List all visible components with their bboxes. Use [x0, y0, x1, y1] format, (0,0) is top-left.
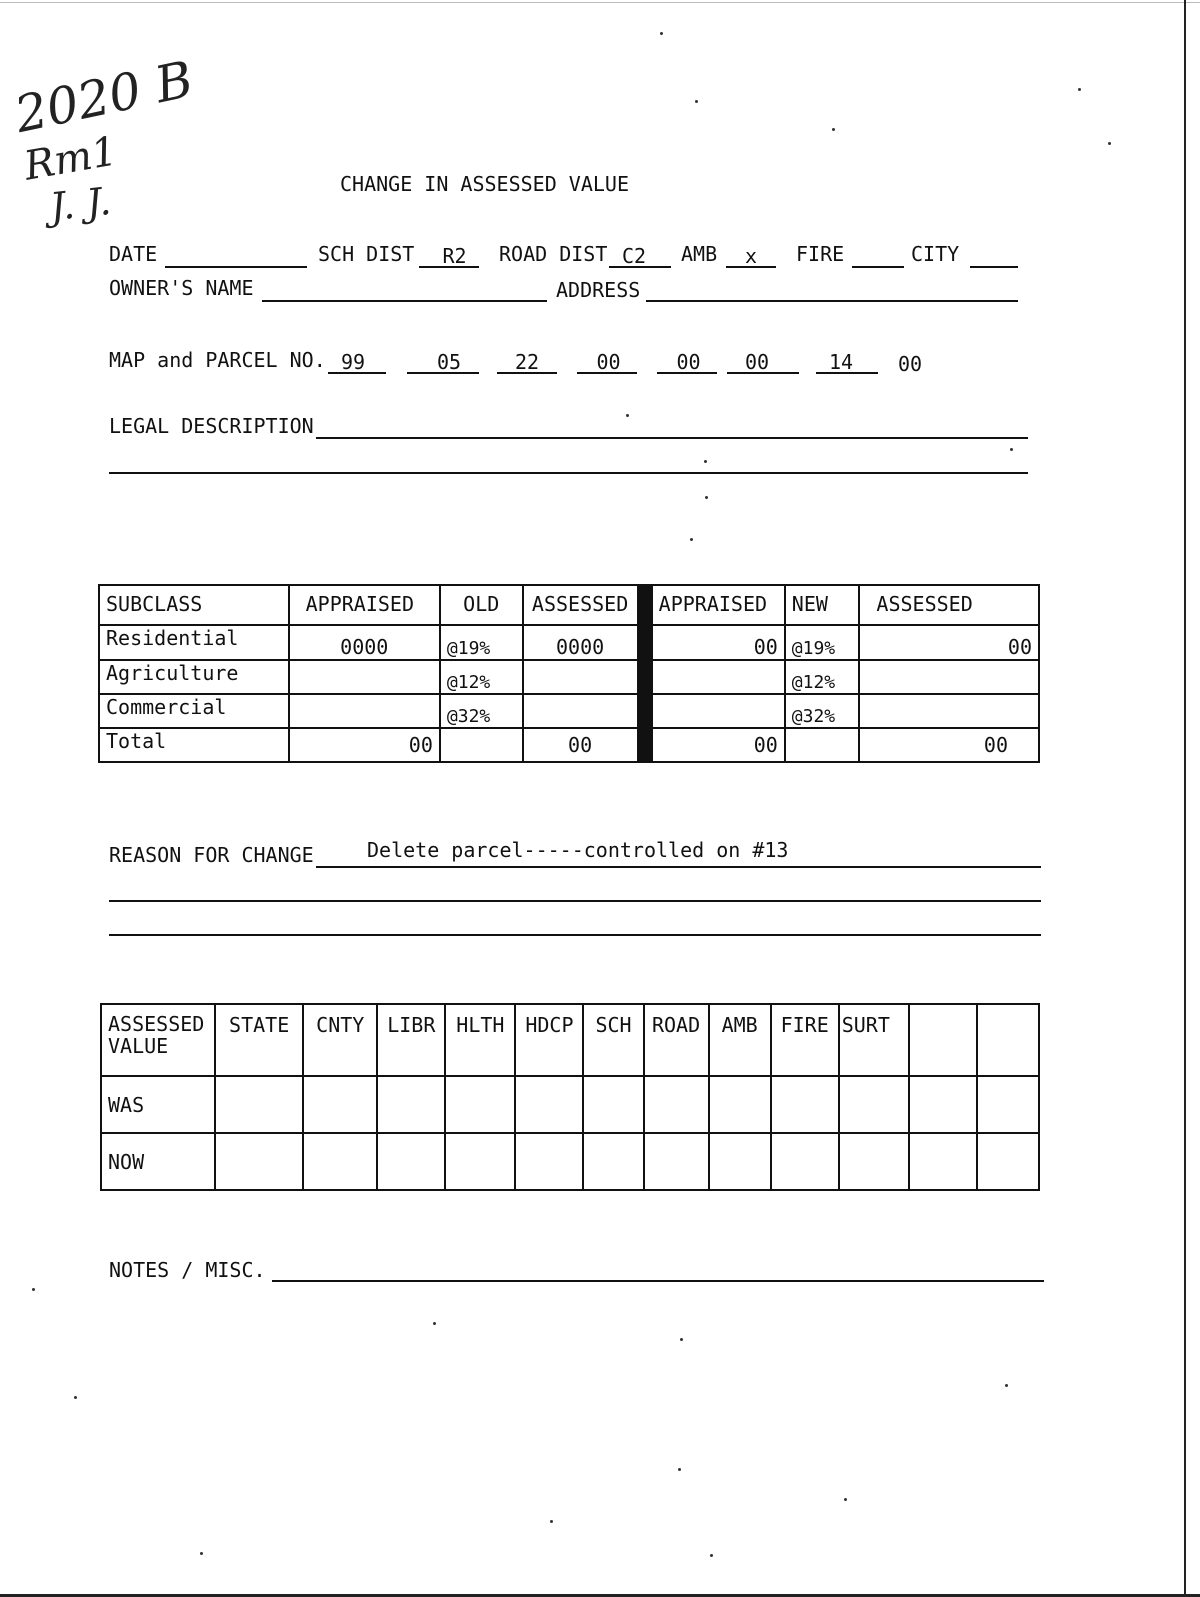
levy-col-hlth: HLTH: [445, 1004, 515, 1076]
total-new-rate: [785, 728, 860, 762]
sch-dist-value: R2: [442, 244, 467, 268]
page-top-edge: [0, 2, 1200, 3]
amb-value: x: [744, 244, 758, 268]
scan-speck: [1108, 142, 1111, 145]
now-sch-cell[interactable]: [583, 1133, 643, 1190]
levy-table: [100, 1003, 1040, 1191]
levy-row-was: WAS: [101, 1076, 215, 1133]
scan-speck: [695, 100, 698, 103]
city-field[interactable]: [970, 266, 1018, 268]
now-blank-cell-2[interactable]: [977, 1133, 1039, 1190]
was-road-cell[interactable]: [644, 1076, 709, 1133]
was-hdcp-cell[interactable]: [515, 1076, 583, 1133]
scan-speck: [832, 128, 835, 131]
col-header-subclass: SUBCLASS: [99, 585, 289, 625]
parcel-seg-8: 00: [897, 352, 923, 376]
commercial-old-appraised[interactable]: [289, 694, 440, 728]
table-row: [99, 660, 1039, 694]
col-header-new-appraised: APPRAISED: [652, 585, 785, 625]
address-field[interactable]: [646, 300, 1018, 302]
parcel-seg-2: 05: [436, 350, 462, 374]
address-label: ADDRESS: [556, 278, 641, 302]
col-header-old: OLD: [440, 585, 523, 625]
residential-old-rate: @19%: [440, 625, 523, 660]
scan-speck: [660, 32, 663, 35]
parcel-seg-7: 14: [828, 350, 854, 374]
table-divider-bar: [638, 585, 652, 762]
commercial-new-rate: @32%: [785, 694, 860, 728]
scan-speck: [1005, 1384, 1008, 1387]
commercial-old-assessed[interactable]: [523, 694, 638, 728]
reason-label: REASON FOR CHANGE: [109, 843, 314, 867]
now-hdcp-cell[interactable]: [515, 1133, 583, 1190]
scan-speck: [710, 1554, 713, 1557]
scan-speck: [680, 1338, 683, 1341]
subclass-agriculture: Agriculture: [99, 660, 289, 694]
total-old-appraised[interactable]: 00: [289, 728, 440, 762]
reason-value: Delete parcel-----controlled on #13: [367, 838, 789, 862]
was-state-cell[interactable]: [215, 1076, 303, 1133]
table-row: [101, 1133, 1039, 1190]
levy-header-row: [101, 1004, 1039, 1076]
scan-speck: [433, 1322, 436, 1325]
levy-col-amb: AMB: [709, 1004, 771, 1076]
scan-speck: [844, 1498, 847, 1501]
scan-speck: [1010, 448, 1013, 451]
fire-label: FIRE: [796, 242, 845, 266]
was-hlth-cell[interactable]: [445, 1076, 515, 1133]
assessed-value-header-line1: ASSESSED: [108, 1012, 205, 1036]
residential-old-assessed[interactable]: 0000: [523, 625, 638, 660]
commercial-new-appraised[interactable]: [652, 694, 785, 728]
agriculture-new-rate: @12%: [785, 660, 860, 694]
scan-speck: [705, 496, 708, 499]
parcel-seg-3: 22: [514, 350, 540, 374]
parcel-seg-1: 99: [340, 350, 366, 374]
now-road-cell[interactable]: [644, 1133, 709, 1190]
subclass-residential: Residential: [99, 625, 289, 660]
legal-description-label: LEGAL DESCRIPTION: [109, 414, 314, 438]
levy-col-fire: FIRE: [771, 1004, 839, 1076]
levy-col-blank-1: [909, 1004, 977, 1076]
was-blank-cell-1[interactable]: [909, 1076, 977, 1133]
was-amb-cell[interactable]: [709, 1076, 771, 1133]
page-right-edge: [1184, 0, 1186, 1597]
fire-field[interactable]: [852, 266, 904, 268]
notes-label: NOTES / MISC.: [109, 1258, 266, 1282]
scan-speck: [550, 1520, 553, 1523]
date-field[interactable]: [165, 266, 307, 268]
city-label: CITY: [911, 242, 960, 266]
levy-col-blank-2: [977, 1004, 1039, 1076]
map-parcel-label: MAP and PARCEL NO.: [109, 348, 326, 372]
handwritten-note-3: J. J.: [47, 178, 113, 230]
residential-new-assessed[interactable]: 00: [859, 625, 1039, 660]
now-blank-cell-1[interactable]: [909, 1133, 977, 1190]
parcel-seg-6: 00: [744, 350, 770, 374]
scan-speck: [626, 414, 629, 417]
legal-description-field[interactable]: [316, 437, 1028, 439]
now-fire-cell[interactable]: [771, 1133, 839, 1190]
residential-new-rate: @19%: [785, 625, 860, 660]
parcel-seg-5: 00: [676, 350, 701, 374]
now-cnty-cell[interactable]: [303, 1133, 377, 1190]
col-header-old-appraised: APPRAISED: [289, 585, 440, 625]
now-libr-cell[interactable]: [377, 1133, 445, 1190]
amb-label: AMB: [681, 242, 718, 266]
table-row: [99, 694, 1039, 728]
subclass-commercial: Commercial: [99, 694, 289, 728]
levy-col-cnty: CNTY: [303, 1004, 377, 1076]
now-state-cell[interactable]: [215, 1133, 303, 1190]
col-header-new-assessed: ASSESSED: [859, 585, 1039, 625]
form-title: CHANGE IN ASSESSED VALUE: [340, 172, 629, 196]
total-new-appraised[interactable]: 00: [652, 728, 785, 762]
commercial-new-assessed[interactable]: [859, 694, 1039, 728]
now-surt-cell[interactable]: [839, 1133, 909, 1190]
col-header-new: NEW: [785, 585, 860, 625]
agriculture-new-assessed[interactable]: [859, 660, 1039, 694]
agriculture-old-rate: @12%: [440, 660, 523, 694]
assessed-value-header-line2: VALUE: [108, 1034, 169, 1058]
levy-col-hdcp: HDCP: [515, 1004, 583, 1076]
levy-row-now: NOW: [101, 1133, 215, 1190]
was-cnty-cell[interactable]: [303, 1076, 377, 1133]
scan-speck: [200, 1552, 203, 1555]
residential-old-appraised[interactable]: 0000: [289, 625, 440, 660]
handwritten-note-2: Rm1: [20, 128, 121, 190]
table-row: [99, 625, 1039, 660]
was-sch-cell[interactable]: [583, 1076, 643, 1133]
commercial-old-rate: @32%: [440, 694, 523, 728]
total-new-assessed[interactable]: 00: [859, 728, 1039, 762]
levy-col-surt: SURT: [839, 1004, 909, 1076]
scan-speck: [74, 1396, 77, 1399]
scan-speck: [678, 1468, 681, 1471]
scan-speck: [704, 460, 707, 463]
reason-line-3[interactable]: [109, 934, 1041, 936]
road-dist-label: ROAD DIST: [499, 242, 608, 266]
date-label: DATE: [109, 242, 158, 266]
owner-name-label: OWNER'S NAME: [109, 276, 254, 300]
notes-field[interactable]: [272, 1280, 1044, 1282]
table-row: [101, 1076, 1039, 1133]
parcel-seg-4: 00: [596, 350, 621, 374]
reason-line-2[interactable]: [109, 900, 1041, 902]
levy-col-libr: LIBR: [377, 1004, 445, 1076]
value-table-header-row: [99, 585, 1039, 625]
scan-speck: [32, 1288, 35, 1291]
owner-name-field[interactable]: [262, 300, 547, 302]
agriculture-old-appraised[interactable]: [289, 660, 440, 694]
levy-col-sch: SCH: [583, 1004, 643, 1076]
total-old-rate: [440, 728, 523, 762]
reason-field[interactable]: [316, 866, 1041, 868]
scan-speck: [1078, 88, 1081, 91]
levy-col-road: ROAD: [644, 1004, 709, 1076]
table-row: [99, 728, 1039, 762]
now-amb-cell[interactable]: [709, 1133, 771, 1190]
legal-description-line-2[interactable]: [109, 472, 1028, 474]
road-dist-value: C2: [621, 244, 647, 268]
agriculture-new-appraised[interactable]: [652, 660, 785, 694]
was-blank-cell-2[interactable]: [977, 1076, 1039, 1133]
assessed-value-header: [101, 1004, 215, 1076]
handwritten-note-1: 2020 B: [9, 49, 198, 145]
now-hlth-cell[interactable]: [445, 1133, 515, 1190]
scan-speck: [690, 538, 693, 541]
total-old-assessed[interactable]: 00: [523, 728, 638, 762]
residential-new-appraised[interactable]: 00: [652, 625, 785, 660]
col-header-old-assessed: ASSESSED: [523, 585, 638, 625]
agriculture-old-assessed[interactable]: [523, 660, 638, 694]
subclass-total: Total: [99, 728, 289, 762]
was-libr-cell[interactable]: [377, 1076, 445, 1133]
value-change-table: [98, 584, 1040, 763]
sch-dist-label: SCH DIST: [318, 242, 415, 266]
levy-col-state: STATE: [215, 1004, 303, 1076]
was-fire-cell[interactable]: [771, 1076, 839, 1133]
was-surt-cell[interactable]: [839, 1076, 909, 1133]
